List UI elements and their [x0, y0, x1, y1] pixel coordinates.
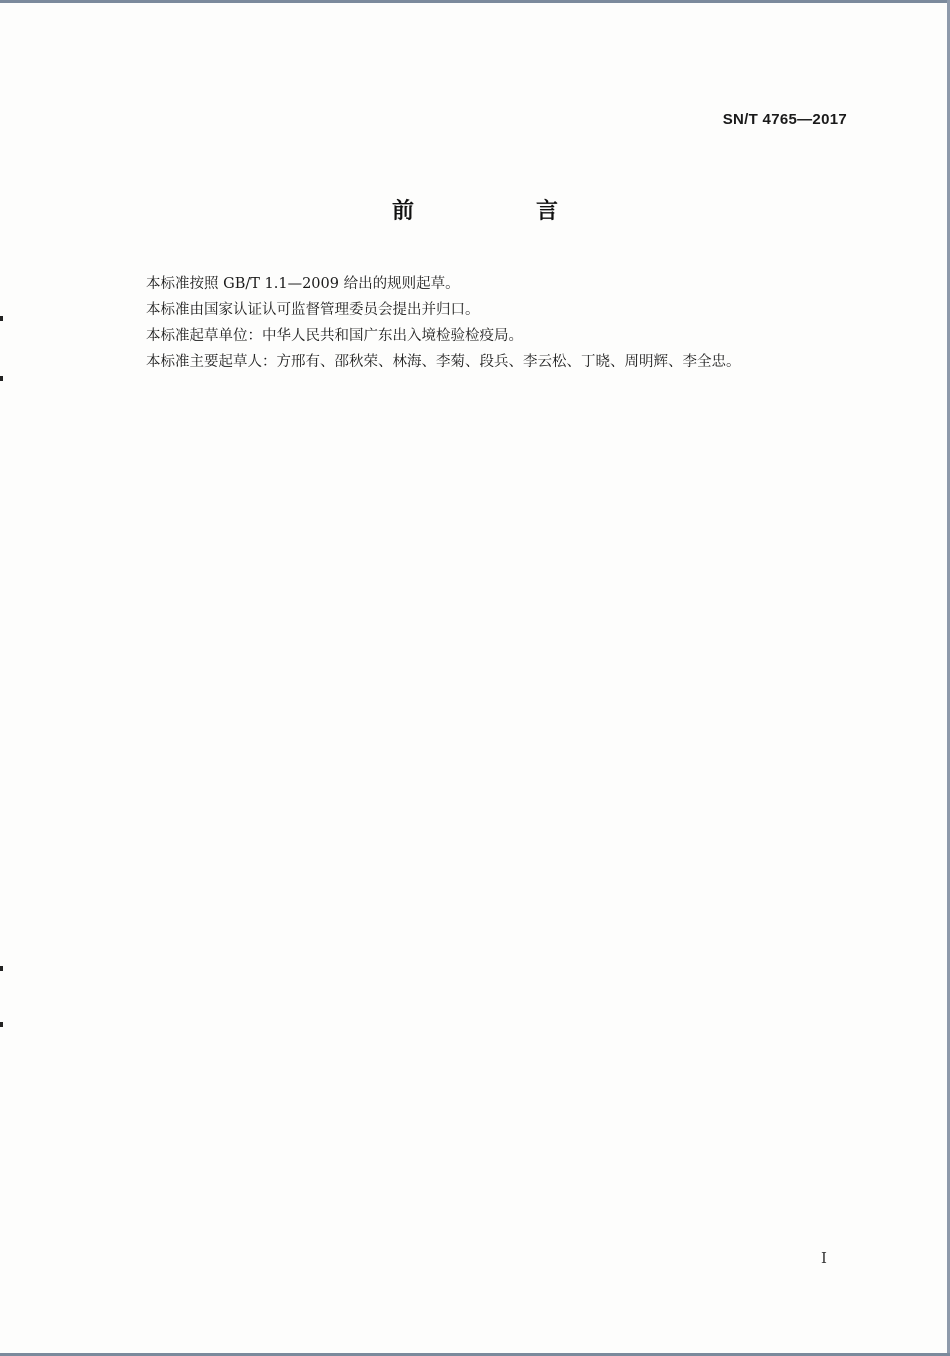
- paragraph-line: 本标准按照 GB/T 1.1—2009 给出的规则起草。: [146, 276, 460, 292]
- paragraph-line: 本标准主要起草人：方邢有、邵秋荣、林海、李菊、段兵、李云松、丁晓、周明辉、李全忠。: [146, 354, 741, 370]
- paragraph-line: 本标准由国家认证认可监督管理委员会提出并归口。: [146, 302, 480, 318]
- page-edge-top: [0, 0, 950, 3]
- binding-mark: [0, 966, 3, 971]
- binding-mark: [0, 376, 3, 381]
- page-title: 前 言: [391, 199, 608, 224]
- binding-mark: [0, 1022, 3, 1027]
- document-code: SN/T 4765—2017: [722, 111, 847, 128]
- body-text: [146, 271, 866, 375]
- page-number: I: [821, 1249, 827, 1267]
- paragraph-line: 本标准起草单位：中华人民共和国广东出入境检验检疫局。: [146, 328, 523, 344]
- binding-mark: [0, 316, 3, 321]
